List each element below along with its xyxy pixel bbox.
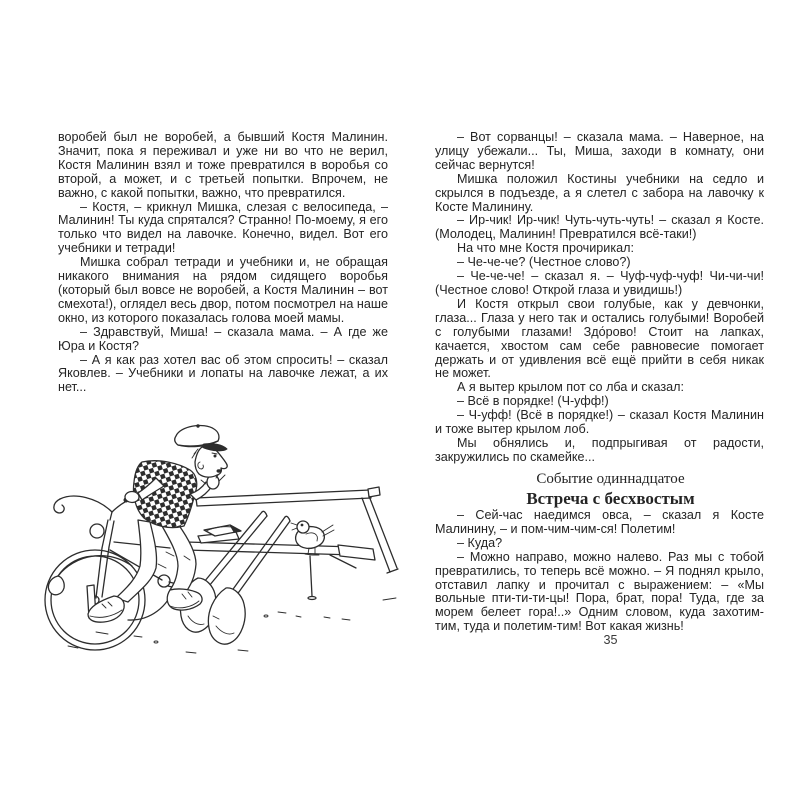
paragraph: А я вытер крылом пот со лба и сказал: <box>457 380 684 395</box>
paragraph: – Че-че-че? (Честное слово?) <box>457 255 631 270</box>
right-page-text <box>435 131 764 465</box>
paragraph: – Всё в порядке! (Ч-уфф!) <box>457 394 609 409</box>
paragraph: воробей был не воробей, а бывший Костя Малинин. Значит, пока я переживал и уже ни во что не верил, Костя Малинин взял и тоже превратился в воробья со второй, а может, и с третьей попытки. Впрочем, не важно, с какой попытки, важно, что превратился. <box>58 130 388 200</box>
paragraph: – Ир-чик! Ир-чик! Чуть-чуть-чуть! – сказал я Косте. (Молодец, Малинин! Превратился всё-таки!) <box>435 213 764 242</box>
paragraph: – Че-че-че! – сказал я. – Чуф-чуф-чуф! Чи-чи-чи! (Честное слово! Открой глаза и увидишь!) <box>435 269 764 297</box>
chapter-title: Встреча с бесхвостым <box>526 489 695 508</box>
paragraph: – А я как раз хотел вас об этом спросить! – сказал Яковлев. – Учебники и лопаты на лавочке лежат, а их нет... <box>58 352 388 395</box>
paragraph: Мишка собрал тетради и учебники и, не обращая никакого внимания на рядом сидящего воробья (который был вовсе не воробей, а Костя Малинин – вот смехота!), оглядел весь двор, потом посмотрел на наше окно, из которого показалась голова моей мамы. <box>58 255 388 325</box>
page-number: 35 <box>603 633 618 648</box>
paragraph: – Вот сорванцы! – сказала мама. – Наверное, на улицу убежали... Ты, Миша, заходи в комнату, они сейчас вернутся! <box>435 130 764 172</box>
illustration <box>38 420 404 668</box>
line-drawing <box>38 420 404 668</box>
chapter-kicker: Событие одиннадцатое <box>536 471 685 487</box>
paragraph: – Куда? <box>457 535 503 550</box>
bench-drawing <box>186 487 398 600</box>
paragraph: На что мне Костя прочирикал: <box>457 241 634 256</box>
paragraph: – Здравствуй, Миша! – сказала мама. – А где же Юра и Костя? <box>58 324 388 353</box>
paragraph: – Ч-уфф! (Всё в порядке!) – сказал Костя Малинин и тоже вытер крылом лоб. <box>435 408 764 437</box>
left-page-text <box>58 131 388 395</box>
paragraph: Мишка положил Костины учебники на седло и скрылся в подъезде, а я слетел с забора на лавочку к Косте Малинину. <box>435 171 764 214</box>
notebooks-drawing <box>198 525 241 543</box>
paragraph: – Сей-час наедимся овса, – сказал я Косте Малинину, – и пом-чим-чим-ся! Полетим! <box>435 508 764 536</box>
right-page-chapter <box>435 470 764 648</box>
paragraph: Мы обнялись и, подпрыгивая от радости, закружились по скамейке... <box>435 435 764 464</box>
paragraph: – Можно направо, можно налево. Раз мы с тобой превратились, то теперь всё можно. – Я поднял крыло, отставил лапку и прочитал с выражением: – «Мы вольные пти-ти-ти-цы! Пора, брат, пора! Туда, где за морем белеет гора!..» Одним словом, куда захотим-тим, туда и полетим-тим! Вот какая жизнь! <box>435 549 764 634</box>
paragraph: И Костя открыл свои голубые, как у девчонки, глаза... Глаза у него так и остались голубыми! Воробей с голубыми глазами! Здо́рово! Стоит на лапках, качается, хвостом сам себе равновесие помогает держать и от удивления всё ещё прийти в себя никак не может. <box>435 296 764 381</box>
paragraph: – Костя, – крикнул Мишка, слезая с велосипеда, – Малинин! Ты куда спрятался? Странно! По-моему, я его только что видел на лавочке. Конечно, видел. Вот его учебники и тетради! <box>58 199 388 256</box>
